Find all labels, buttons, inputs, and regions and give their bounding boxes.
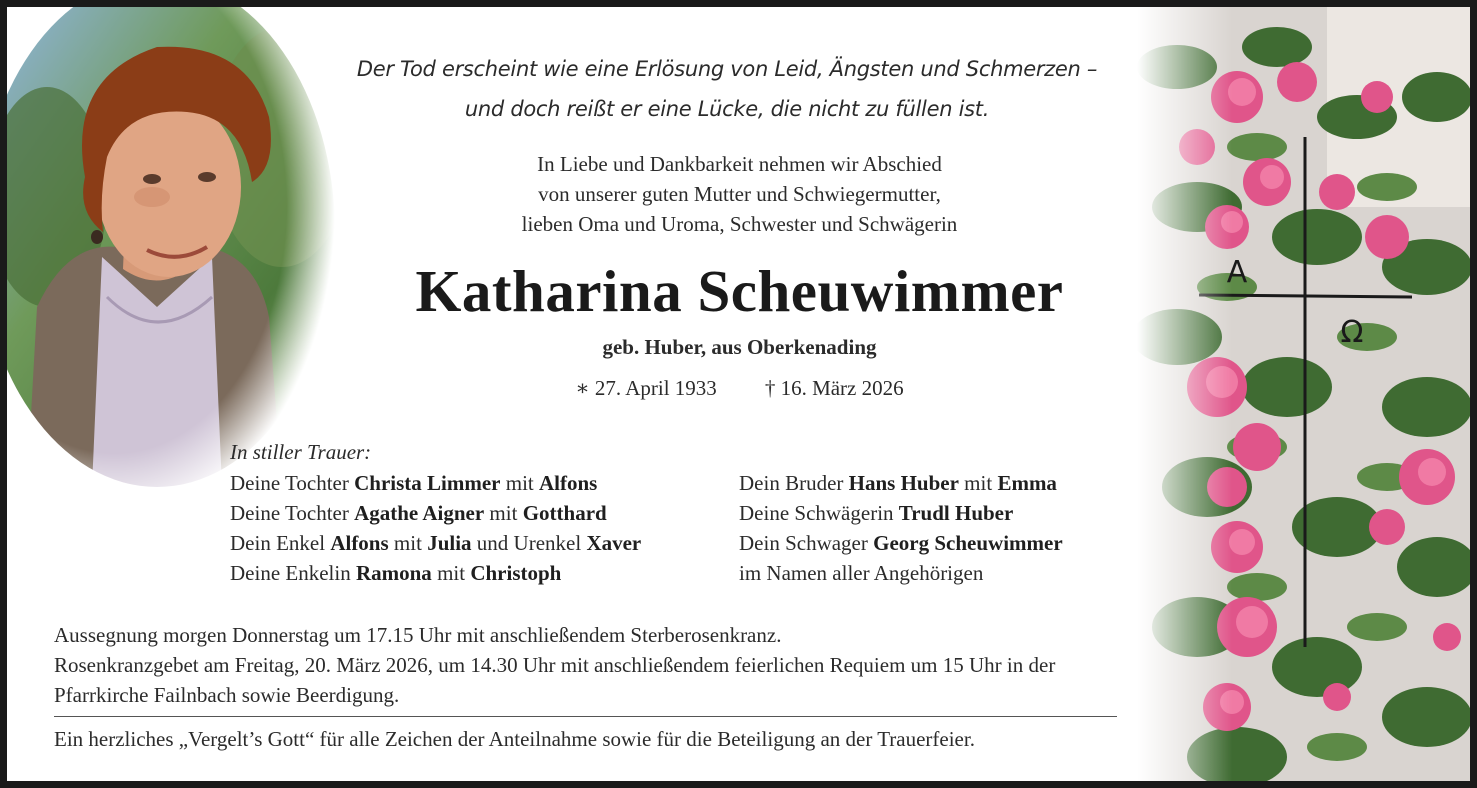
mourner-line: Dein Enkel Alfons mit Julia und Urenkel Xaver — [230, 531, 642, 555]
mourners-left-column — [230, 468, 641, 588]
alpha-symbol: A — [1226, 255, 1248, 290]
mourner-line: Dein Bruder Hans Huber mit Emma — [739, 471, 1057, 495]
death-date: † 16. März 2026 — [764, 376, 904, 400]
mourner-line: Dein Schwager Georg Scheuwimmer — [739, 531, 1063, 555]
mourners-right-column — [739, 468, 1063, 588]
maiden-name-origin: geb. Huber, aus Oberkenading — [602, 335, 877, 359]
service-line: Rosenkranzgebet am Freitag, 20. März 2026, um 14.30 Uhr mit anschließendem feierlichen Requiem um 15 Uhr in der Pfarrkirche Failnbach sowie Beerdigung. — [54, 653, 1056, 707]
life-dates — [337, 373, 1142, 403]
service-details — [54, 620, 1129, 710]
quote-line: Der Tod erscheint wie eine Erlösung von Leid, Ängsten und Schmerzen – — [356, 57, 1098, 81]
mourner-line: im Namen aller Angehörigen — [739, 561, 984, 585]
memorial-quote — [337, 49, 1117, 129]
mourner-line: Deine Enkelin Ramona mit Christoph — [230, 561, 562, 585]
thanks-text: Ein herzliches „Vergelt’s Gott“ für alle Zeichen der Anteilnahme sowie für die Beteiligung an der Trauerfeier. — [54, 727, 975, 751]
quote-line: und doch reißt er eine Lücke, die nicht zu füllen ist. — [464, 97, 990, 121]
farewell-line: In Liebe und Dankbarkeit nehmen wir Abschied — [537, 152, 942, 176]
roses-cross-image — [1137, 7, 1477, 788]
mourner-line: Deine Tochter Christa Limmer mit Alfons — [230, 471, 598, 495]
service-line: Aussegnung morgen Donnerstag um 17.15 Uhr mit anschließendem Sterberosenkranz. — [54, 623, 782, 647]
omega-symbol: Ω — [1340, 315, 1364, 350]
farewell-line: lieben Oma und Uroma, Schwester und Schwägerin — [521, 212, 958, 236]
mourners-heading: In stiller Trauer: — [230, 440, 372, 464]
farewell-line: von unserer guten Mutter und Schwiegermutter, — [538, 182, 941, 206]
farewell-text — [337, 149, 1142, 239]
birth-date: ∗ 27. April 1933 — [575, 376, 717, 400]
divider-line — [54, 716, 1117, 717]
deceased-name: Katharina Scheuwimmer — [415, 258, 1064, 324]
portrait-photo — [7, 7, 337, 487]
mourner-line: Deine Schwägerin Trudl Huber — [739, 501, 1014, 525]
mourner-line: Deine Tochter Agathe Aigner mit Gotthard — [230, 501, 607, 525]
